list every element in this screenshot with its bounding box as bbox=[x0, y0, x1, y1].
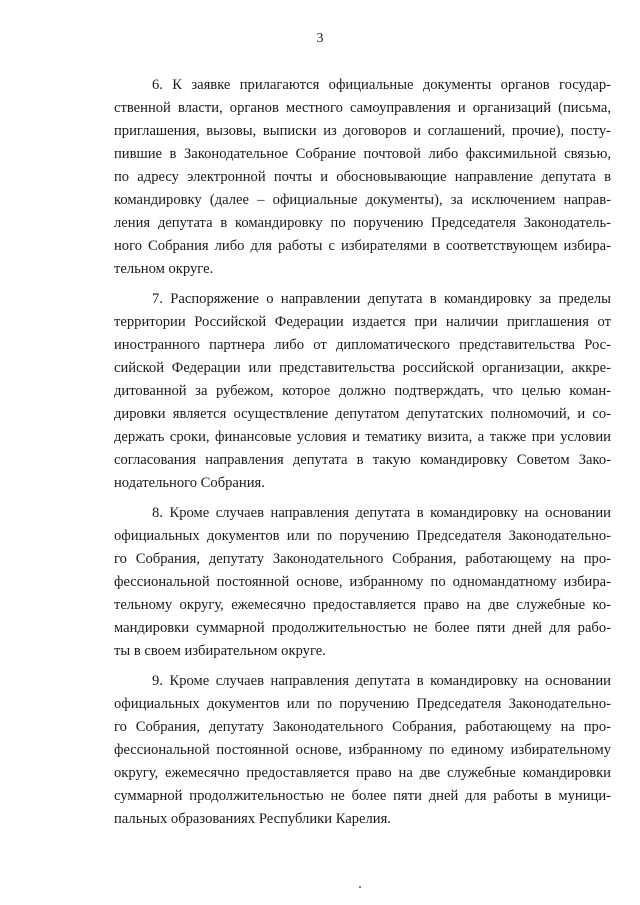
paragraph-line: дировки является осуществление депутатом депутатских полномочий, и со- bbox=[114, 406, 611, 422]
paragraph-line: суммарной продолжительностью не более пяти дней для работы в муници- bbox=[114, 788, 611, 804]
paragraph-8 bbox=[114, 502, 611, 663]
paragraph-line: ственной власти, органов местного самоуправления и организаций (письма, bbox=[114, 100, 611, 116]
paragraph-line: округу, ежемесячно предоставляется право на две служебные командировки bbox=[114, 765, 611, 781]
paragraph-line: го Собрания, депутату Законодательного Собрания, работающему на про- bbox=[114, 551, 611, 567]
paragraph-line: пившие в Законодательное Собрание почтовой либо факсимильной связью, bbox=[114, 146, 611, 162]
paragraph-line: сийской Федерации или представительства российской организации, аккре- bbox=[114, 360, 611, 376]
page-number: 3 bbox=[316, 31, 324, 46]
paragraph-line: иностранного партнера либо от дипломатического представительства Рос- bbox=[114, 337, 611, 353]
paragraph-line: 7. Распоряжение о направлении депутата в командировку за пределы bbox=[152, 291, 611, 307]
paragraph-line: приглашения, вызовы, выписки из договоров и соглашений, прочие), посту- bbox=[114, 123, 611, 139]
paragraph-line: мандировки суммарной продолжительностью не более пяти дней для рабо- bbox=[114, 620, 611, 636]
paragraph-line: 8. Кроме случаев направления депутата в командировку на основании bbox=[152, 505, 611, 521]
paragraph-line: пальных образованиях Республики Карелия. bbox=[114, 811, 391, 827]
paragraph-line: го Собрания, депутату Законодательного Собрания, работающему на про- bbox=[114, 719, 611, 735]
paragraph-line: 6. К заявке прилагаются официальные документы органов государ- bbox=[152, 77, 611, 93]
paragraph-line: командировку (далее – официальные документы), за исключением направ- bbox=[114, 192, 611, 208]
paragraph-line: ления депутата в командировку по поручению Председателя Законодатель- bbox=[114, 215, 611, 231]
paragraph-line: согласования направления депутата в такую командировку Советом Зако- bbox=[114, 452, 611, 468]
paragraph-line: официальных документов или по поручению Председателя Законодательно- bbox=[114, 528, 611, 544]
paragraph-line: ного Собрания либо для работы с избирателями в соответствующем избира- bbox=[114, 238, 611, 254]
paragraph-line: 9. Кроме случаев направления депутата в командировку на основании bbox=[152, 673, 611, 689]
paragraph-line: фессиональной постоянной основе, избранному по одномандатному избира- bbox=[114, 574, 611, 590]
paragraph-line: территории Российской Федерации издается при наличии приглашения от bbox=[114, 314, 611, 330]
document-body bbox=[114, 74, 611, 838]
paragraph-line: нодательного Собрания. bbox=[114, 475, 265, 491]
paragraph-line: фессиональной постоянной основе, избранному по единому избирательному bbox=[114, 742, 611, 758]
footer-dot-mark bbox=[359, 886, 361, 888]
paragraph-line: держать сроки, финансовые условия и тематику визита, а также при условии bbox=[114, 429, 611, 445]
paragraph-9 bbox=[114, 670, 611, 831]
paragraph-6 bbox=[114, 74, 611, 281]
paragraph-line: дитованной за рубежом, которое должно подтверждать, что целью коман- bbox=[114, 383, 611, 399]
paragraph-line: по адресу электронной почты и обосновывающие направление депутата в bbox=[114, 169, 611, 185]
paragraph-line: тельному округу, ежемесячно предоставляется право на две служебные ко- bbox=[114, 597, 611, 613]
paragraph-line: ты в своем избирательном округе. bbox=[114, 643, 326, 659]
paragraph-line: официальных документов или по поручению Председателя Законодательно- bbox=[114, 696, 611, 712]
paragraph-7 bbox=[114, 288, 611, 495]
paragraph-line: тельном округе. bbox=[114, 261, 214, 277]
